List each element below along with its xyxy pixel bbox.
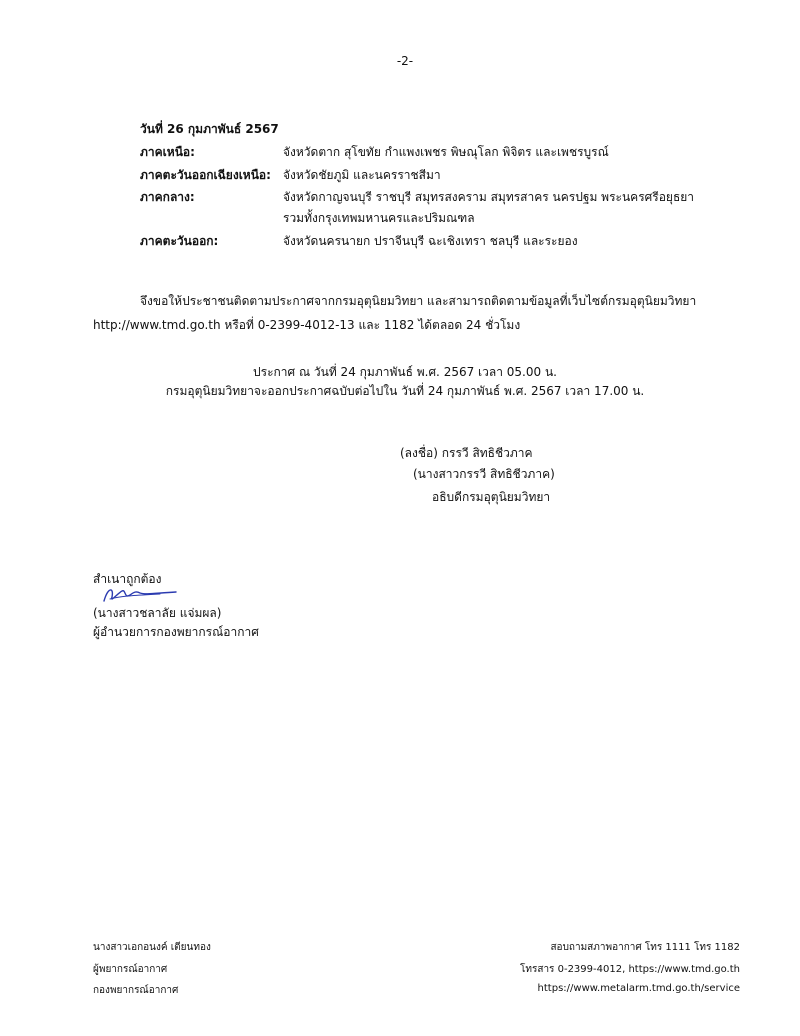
advice-line-2: http://www.tmd.go.th หรือที่ 0-2399-4012-13 และ 1182 ได้ตลอด 24 ชั่วโมง <box>93 318 521 332</box>
footer-left-division: กองพยากรณ์อากาศ <box>93 985 179 996</box>
signatory-signed: (ลงชื่อ) กรรวี สิทธิชีวภาค <box>400 446 533 460</box>
certified-title: ผู้อำนวยการกองพยากรณ์อากาศ <box>93 625 259 639</box>
footer-left-role: ผู้พยากรณ์อากาศ <box>93 964 168 975</box>
footer-left-name: นางสาวเอกอนงค์ เตียนทอง <box>93 942 211 953</box>
signatory-name: (นางสาวกรรวี สิทธิชีวภาค) <box>413 467 555 481</box>
footer-right-fax: โทรสาร 0-2399-4012, https://www.tmd.go.th <box>520 964 740 975</box>
date-heading: วันที่ 26 กุมภาพันธ์ 2567 <box>140 122 279 136</box>
region-central-provinces-2: รวมทั้งกรุงเทพมหานครและปริมณฑล <box>283 211 475 225</box>
region-northeast-label: ภาคตะวันออกเฉียงเหนือ: <box>140 168 271 182</box>
region-east-provinces: จังหวัดนครนายก ปราจีนบุรี ฉะเชิงเทรา ชลบุรี และระยอง <box>283 234 578 248</box>
region-northeast-provinces: จังหวัดชัยภูมิ และนครราชสีมา <box>283 168 441 182</box>
page-number: -2- <box>396 54 414 68</box>
region-north-provinces: จังหวัดตาก สุโขทัย กำแพงเพชร พิษณุโลก พิจิตร และเพชรบูรณ์ <box>283 145 609 159</box>
region-central-provinces-1: จังหวัดกาญจนบุรี ราชบุรี สมุทรสงคราม สมุทรสาคร นครปฐม พระนครศรีอยุธยา <box>283 190 695 204</box>
certified-name: (นางสาวชลาลัย แจ่มผล) <box>93 606 222 620</box>
region-central-label: ภาคกลาง: <box>140 190 195 204</box>
announcement-next: กรมอุตุนิยมวิทยาจะออกประกาศฉบับต่อไปใน วันที่ 24 กุมภาพันธ์ พ.ศ. 2567 เวลา 17.00 น. <box>165 384 645 398</box>
region-east-label: ภาคตะวันออก: <box>140 234 219 248</box>
signatory-title: อธิบดีกรมอุตุนิยมวิทยา <box>432 490 551 504</box>
footer-right-contact: สอบถามสภาพอากาศ โทร 1111 โทร 1182 <box>550 942 740 953</box>
certified-label: สำเนาถูกต้อง <box>93 572 162 586</box>
announcement-issued: ประกาศ ณ วันที่ 24 กุมภาพันธ์ พ.ศ. 2567 เวลา 05.00 น. <box>253 365 557 379</box>
advice-line-1: จึงขอให้ประชาชนติดตามประกาศจากกรมอุตุนิยมวิทยา และสามารถติดตามข้อมูลที่เว็บไซต์กรมอุตุนิยมวิทยา <box>140 294 697 308</box>
footer-right-link: https://www.metalarm.tmd.go.th/service <box>537 983 740 994</box>
region-north-label: ภาคเหนือ: <box>140 145 195 159</box>
